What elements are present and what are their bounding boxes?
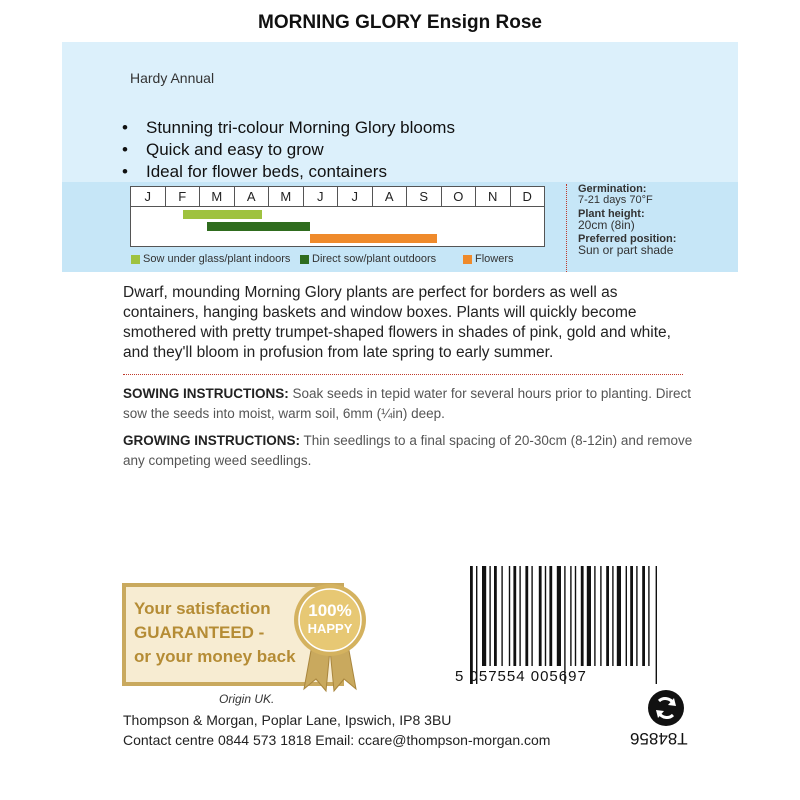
barcode-bar bbox=[564, 566, 565, 684]
growing-label: GROWING INSTRUCTIONS: bbox=[123, 433, 300, 448]
contact-info: Contact centre 0844 573 1818 Email: ccare@thompson-morgan.com bbox=[123, 732, 551, 748]
barcode-bar bbox=[626, 566, 627, 666]
guarantee-text bbox=[134, 597, 296, 669]
growing-text: Thin seedlings to a final spacing of 20-30cm (8-12in) and remove any competing weed seedlings. bbox=[123, 433, 693, 468]
plant-type: Hardy Annual bbox=[130, 70, 215, 86]
month-sep: S bbox=[407, 187, 442, 206]
calendar-months bbox=[131, 187, 544, 207]
height-value: 20cm (8in) bbox=[578, 218, 635, 232]
sowing-text: Soak seeds in tepid water for several hours prior to planting. Direct sow the seeds into moist, warm soil, 6mm (¼in) deep. bbox=[123, 386, 691, 421]
light-green-swatch bbox=[131, 255, 140, 264]
month-aug: A bbox=[373, 187, 408, 206]
legend-flowers bbox=[463, 253, 514, 265]
guarantee-line: Your satisfaction bbox=[134, 599, 271, 618]
germination-label: Germination: bbox=[578, 183, 647, 195]
feature-item: • Quick and easy to grow bbox=[122, 139, 455, 161]
month-feb: F bbox=[166, 187, 201, 206]
barcode-bar bbox=[525, 566, 528, 666]
germination-value: 7-21 days 70°F bbox=[578, 194, 653, 206]
barcode-bar bbox=[570, 566, 571, 666]
feature-item: • Ideal for flower beds, containers bbox=[122, 161, 455, 183]
barcode-bar bbox=[575, 566, 576, 666]
barcode-bar bbox=[470, 566, 473, 684]
barcode-bar bbox=[513, 566, 516, 666]
height-label: Plant height: bbox=[578, 208, 645, 220]
barcode-bar bbox=[519, 566, 520, 666]
month-jul: J bbox=[338, 187, 373, 206]
position-value: Sun or part shade bbox=[578, 243, 674, 257]
legend-label: Sow under glass/plant indoors bbox=[143, 253, 291, 265]
month-jun: J bbox=[304, 187, 339, 206]
position-label: Preferred position: bbox=[578, 233, 677, 245]
barcode-bar bbox=[489, 566, 490, 666]
barcode-bar bbox=[656, 566, 657, 684]
barcode-bar bbox=[612, 566, 613, 666]
direct-sow-bar bbox=[207, 222, 310, 231]
barcode-bar bbox=[494, 566, 497, 666]
barcode-bar bbox=[545, 566, 546, 666]
sowing-instructions bbox=[123, 384, 703, 424]
barcode-bar bbox=[617, 566, 621, 666]
origin-text: Origin UK. bbox=[219, 692, 275, 706]
legend-direct-sow bbox=[300, 253, 436, 265]
barcode-bar bbox=[594, 566, 595, 666]
legend-label: Flowers bbox=[475, 253, 514, 265]
seal-happy: HAPPY bbox=[307, 621, 353, 636]
barcode-bar bbox=[630, 566, 633, 666]
product-description: Dwarf, mounding Morning Glory plants are perfect for borders as well as containers, hanging baskets and window boxes. Plants will quickly become smothered with pretty trumpet-shaped flowers in shades of pink, gold and white, and they'll bloom in profusion from late spring to early summer. bbox=[123, 284, 671, 361]
legend-label: Direct sow/plant outdoors bbox=[312, 253, 437, 265]
month-oct: O bbox=[442, 187, 477, 206]
product-code: T84856 bbox=[630, 729, 688, 748]
barcode-bar bbox=[557, 566, 561, 666]
barcode-bar bbox=[600, 566, 601, 666]
month-apr: A bbox=[235, 187, 270, 206]
barcode-bar bbox=[549, 566, 552, 666]
barcode-bar bbox=[476, 566, 477, 684]
guarantee-line: GUARANTEED - bbox=[134, 623, 265, 642]
barcode-bar bbox=[581, 566, 584, 666]
barcode-bar bbox=[539, 566, 542, 666]
barcode-bar bbox=[509, 566, 510, 666]
recycle-icon bbox=[647, 689, 685, 727]
barcode-bar bbox=[606, 566, 609, 666]
month-may: M bbox=[269, 187, 304, 206]
month-jan: J bbox=[131, 187, 166, 206]
seal-percent: 100% bbox=[308, 601, 352, 620]
feature-item: • Stunning tri-colour Morning Glory blooms bbox=[122, 117, 455, 139]
section-divider bbox=[123, 374, 683, 375]
barcode-bar bbox=[531, 566, 532, 666]
happy-seal-icon bbox=[290, 583, 370, 693]
barcode-bar bbox=[501, 566, 502, 666]
product-title: MORNING GLORY Ensign Rose bbox=[258, 12, 542, 33]
flowers-bar bbox=[310, 234, 437, 243]
month-dec: D bbox=[522, 189, 532, 204]
barcode-bar bbox=[648, 566, 649, 666]
month-nov: N bbox=[476, 187, 511, 206]
barcode-bar bbox=[482, 566, 486, 666]
sowing-calendar bbox=[130, 186, 545, 247]
dark-green-swatch bbox=[300, 255, 309, 264]
growing-info bbox=[566, 184, 676, 272]
feature-list bbox=[122, 117, 455, 183]
sow-under-glass-bar bbox=[183, 210, 262, 219]
month-mar: M bbox=[200, 187, 235, 206]
legend-sow-under-glass bbox=[131, 253, 290, 265]
growing-instructions bbox=[123, 431, 703, 471]
guarantee-line: or your money back bbox=[134, 647, 296, 666]
orange-swatch bbox=[463, 255, 472, 264]
company-address: Thompson & Morgan, Poplar Lane, Ipswich, IP8 3BU bbox=[123, 712, 452, 728]
sowing-label: SOWING INSTRUCTIONS: bbox=[123, 386, 289, 401]
barcode-bar bbox=[642, 566, 645, 666]
barcode-number: 5 057554 005697 bbox=[455, 668, 587, 685]
barcode-bar bbox=[587, 566, 591, 666]
barcode-bar bbox=[636, 566, 637, 666]
